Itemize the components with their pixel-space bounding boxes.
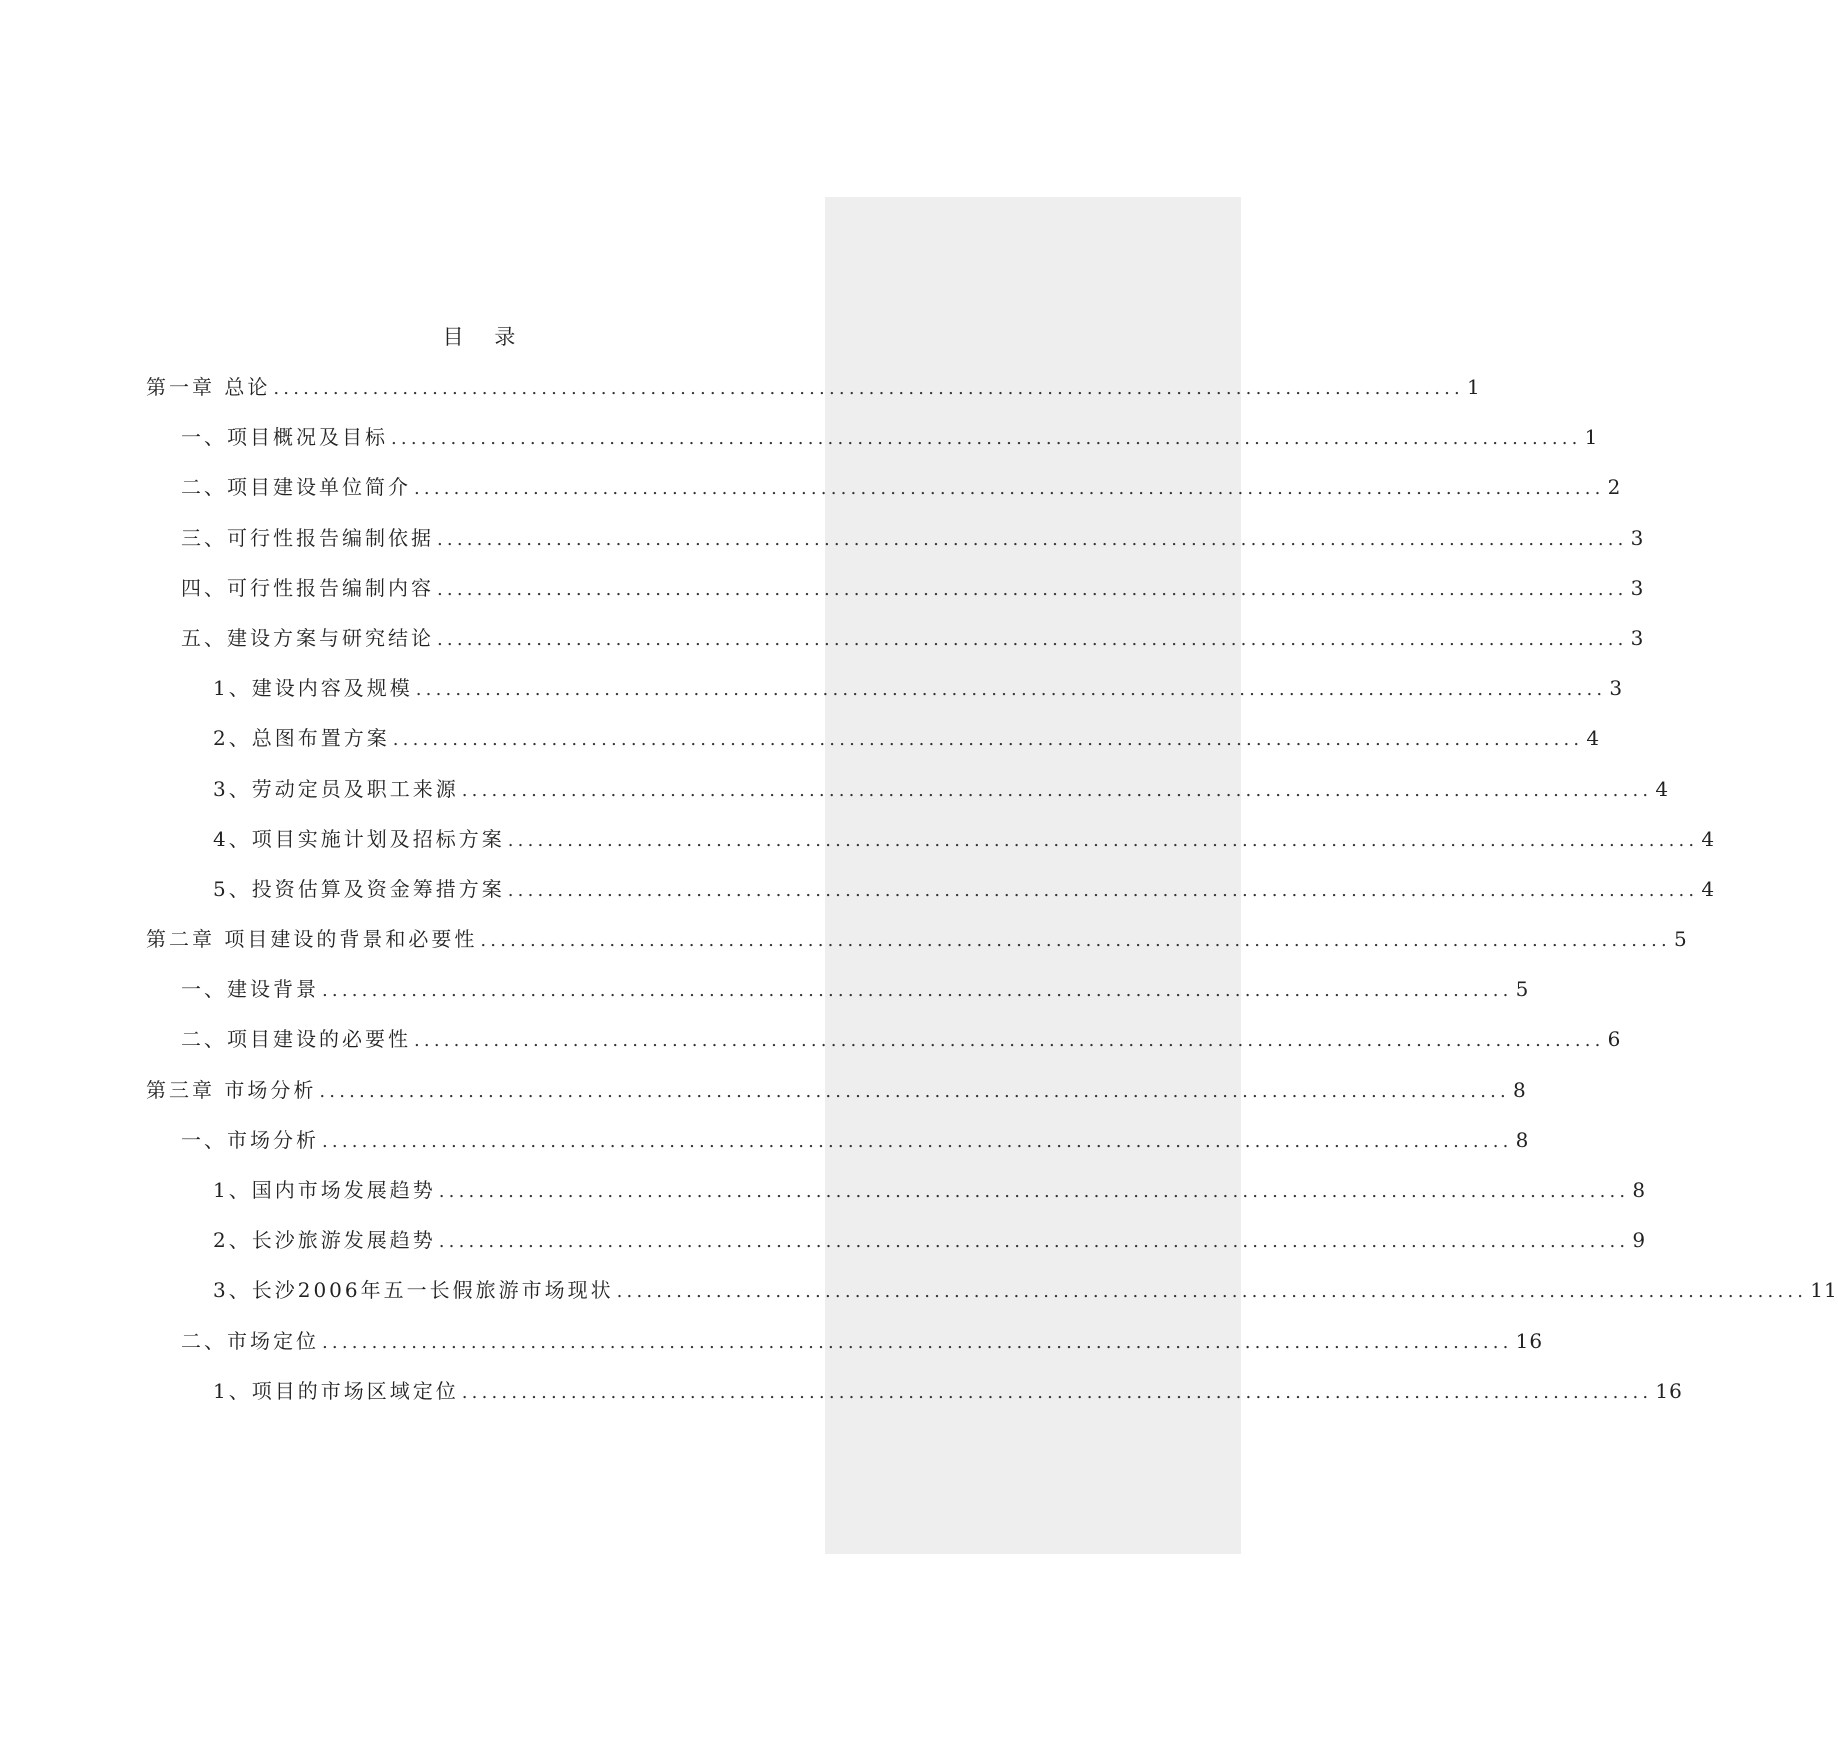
toc-page-number: 16 [1655, 1378, 1683, 1403]
toc-dot-leader: ........................................................................................................................ [437, 578, 1628, 600]
toc-entry-label: 5、投资估算及资金筹措方案 [213, 876, 505, 901]
toc-dot-leader: ........................................................................................................................ [322, 1130, 1513, 1152]
toc-entry-label: 一、项目概况及目标 [181, 425, 388, 450]
toc-entry-label: 4、项目实施计划及招标方案 [213, 826, 505, 851]
toc-page-number: 1 [1466, 375, 1481, 399]
toc-page-number: 11 [1810, 1278, 1838, 1303]
toc-page-number: 4 [1701, 826, 1716, 851]
toc-dot-leader: ........................................................................................................................ [391, 428, 1582, 450]
toc-entry-label: 2、长沙旅游发展趋势 [213, 1228, 436, 1253]
toc-entry-label: 第三章 市场分析 [146, 1077, 317, 1102]
toc-dot-leader: ........................................................................................................................ [461, 1381, 1653, 1403]
toc-entry[interactable] [146, 824, 1716, 874]
toc-page-number: 9 [1632, 1228, 1647, 1253]
toc-dot-leader: ........................................................................................................................ [415, 679, 1607, 701]
toc-page-number: 3 [1609, 676, 1624, 701]
toc-page-number: 8 [1515, 1127, 1530, 1152]
toc-entry[interactable] [146, 874, 1716, 924]
toc-page-number: 8 [1512, 1077, 1527, 1102]
toc-entry-label: 一、建设背景 [181, 977, 319, 1002]
toc-page-number: 4 [1701, 876, 1716, 901]
toc-entry[interactable] [146, 573, 1645, 623]
toc-entry[interactable] [146, 774, 1670, 824]
toc-entry[interactable] [146, 1225, 1647, 1275]
toc-dot-leader: ........................................................................................................................ [414, 478, 1605, 500]
toc-entry[interactable] [146, 1175, 1647, 1225]
toc-page-number: 5 [1515, 977, 1530, 1002]
toc-entry[interactable] [146, 372, 1481, 422]
toc-entry-label: 二、市场定位 [181, 1328, 319, 1353]
toc-dot-leader: ........................................................................................................................ [392, 729, 1584, 751]
toc-entry-label: 1、建设内容及规模 [213, 676, 413, 701]
toc-entry-label: 第二章 项目建设的背景和必要性 [146, 927, 478, 952]
toc-dot-leader: ........................................................................................................................ [414, 1030, 1605, 1052]
toc-entry-label: 二、项目建设的必要性 [181, 1027, 411, 1052]
toc-title: 目 录 [442, 325, 528, 349]
toc-entry-label: 一、市场分析 [181, 1127, 319, 1152]
table-of-contents [146, 372, 1838, 1426]
toc-dot-leader: ........................................................................................................................ [507, 829, 1699, 851]
toc-entry[interactable] [146, 1075, 1527, 1125]
toc-entry[interactable] [146, 623, 1645, 673]
toc-page-number: 1 [1584, 425, 1599, 450]
toc-page-number: 3 [1630, 575, 1645, 600]
toc-page-number: 16 [1515, 1328, 1544, 1353]
toc-page-number: 3 [1630, 625, 1645, 650]
toc-entry-label: 2、总图布置方案 [213, 726, 390, 751]
toc-entry-label: 3、长沙2006年五一长假旅游市场现状 [213, 1278, 614, 1303]
toc-entry[interactable] [146, 723, 1601, 773]
toc-page-number: 4 [1586, 726, 1601, 751]
toc-page-number: 4 [1655, 776, 1670, 801]
toc-dot-leader: ........................................................................................................................ [438, 1181, 1630, 1202]
toc-entry-label: 第一章 总论 [146, 375, 271, 399]
toc-dot-leader: ........................................................................................................................ [461, 779, 1653, 801]
toc-entry-label: 1、项目的市场区域定位 [213, 1378, 459, 1403]
toc-entry[interactable] [146, 1376, 1683, 1426]
toc-page-number: 2 [1607, 475, 1622, 500]
toc-page-number: 6 [1607, 1027, 1622, 1052]
toc-entry[interactable] [146, 924, 1688, 974]
toc-dot-leader: ........................................................................................................................ [322, 980, 1513, 1002]
toc-page-number: 5 [1673, 927, 1688, 952]
toc-entry[interactable] [146, 1024, 1622, 1074]
toc-dot-leader: ........................................................................................................................ [507, 879, 1699, 901]
toc-dot-leader: ........................................................................................................................ [437, 628, 1628, 650]
toc-entry-label: 3、劳动定员及职工来源 [213, 776, 459, 801]
toc-dot-leader: ........................................................................................................................ [437, 528, 1628, 550]
toc-entry[interactable] [146, 422, 1599, 472]
toc-entry[interactable] [146, 472, 1622, 522]
toc-page-number: 3 [1630, 525, 1645, 550]
toc-dot-leader: ........................................................................................................................ [616, 1281, 1808, 1303]
toc-entry[interactable] [146, 673, 1624, 723]
toc-entry-label: 四、可行性报告编制内容 [181, 575, 434, 600]
toc-entry[interactable] [146, 1125, 1530, 1175]
toc-entry[interactable] [146, 1275, 1838, 1325]
toc-entry[interactable] [146, 523, 1645, 573]
toc-entry-label: 三、可行性报告编制依据 [181, 525, 434, 550]
toc-entry[interactable] [146, 974, 1530, 1024]
toc-entry[interactable] [146, 1326, 1544, 1376]
toc-page-number: 8 [1632, 1178, 1647, 1202]
toc-dot-leader: ........................................................................................................................ [480, 930, 1671, 952]
toc-dot-leader: ........................................................................................................................ [273, 378, 1464, 399]
toc-entry-label: 1、国内市场发展趋势 [213, 1178, 436, 1202]
toc-dot-leader: ........................................................................................................................ [438, 1231, 1630, 1253]
toc-dot-leader: ........................................................................................................................ [322, 1331, 1513, 1353]
toc-dot-leader: ........................................................................................................................ [319, 1080, 1510, 1102]
toc-entry-label: 二、项目建设单位简介 [181, 475, 411, 500]
toc-entry-label: 五、建设方案与研究结论 [181, 625, 434, 650]
